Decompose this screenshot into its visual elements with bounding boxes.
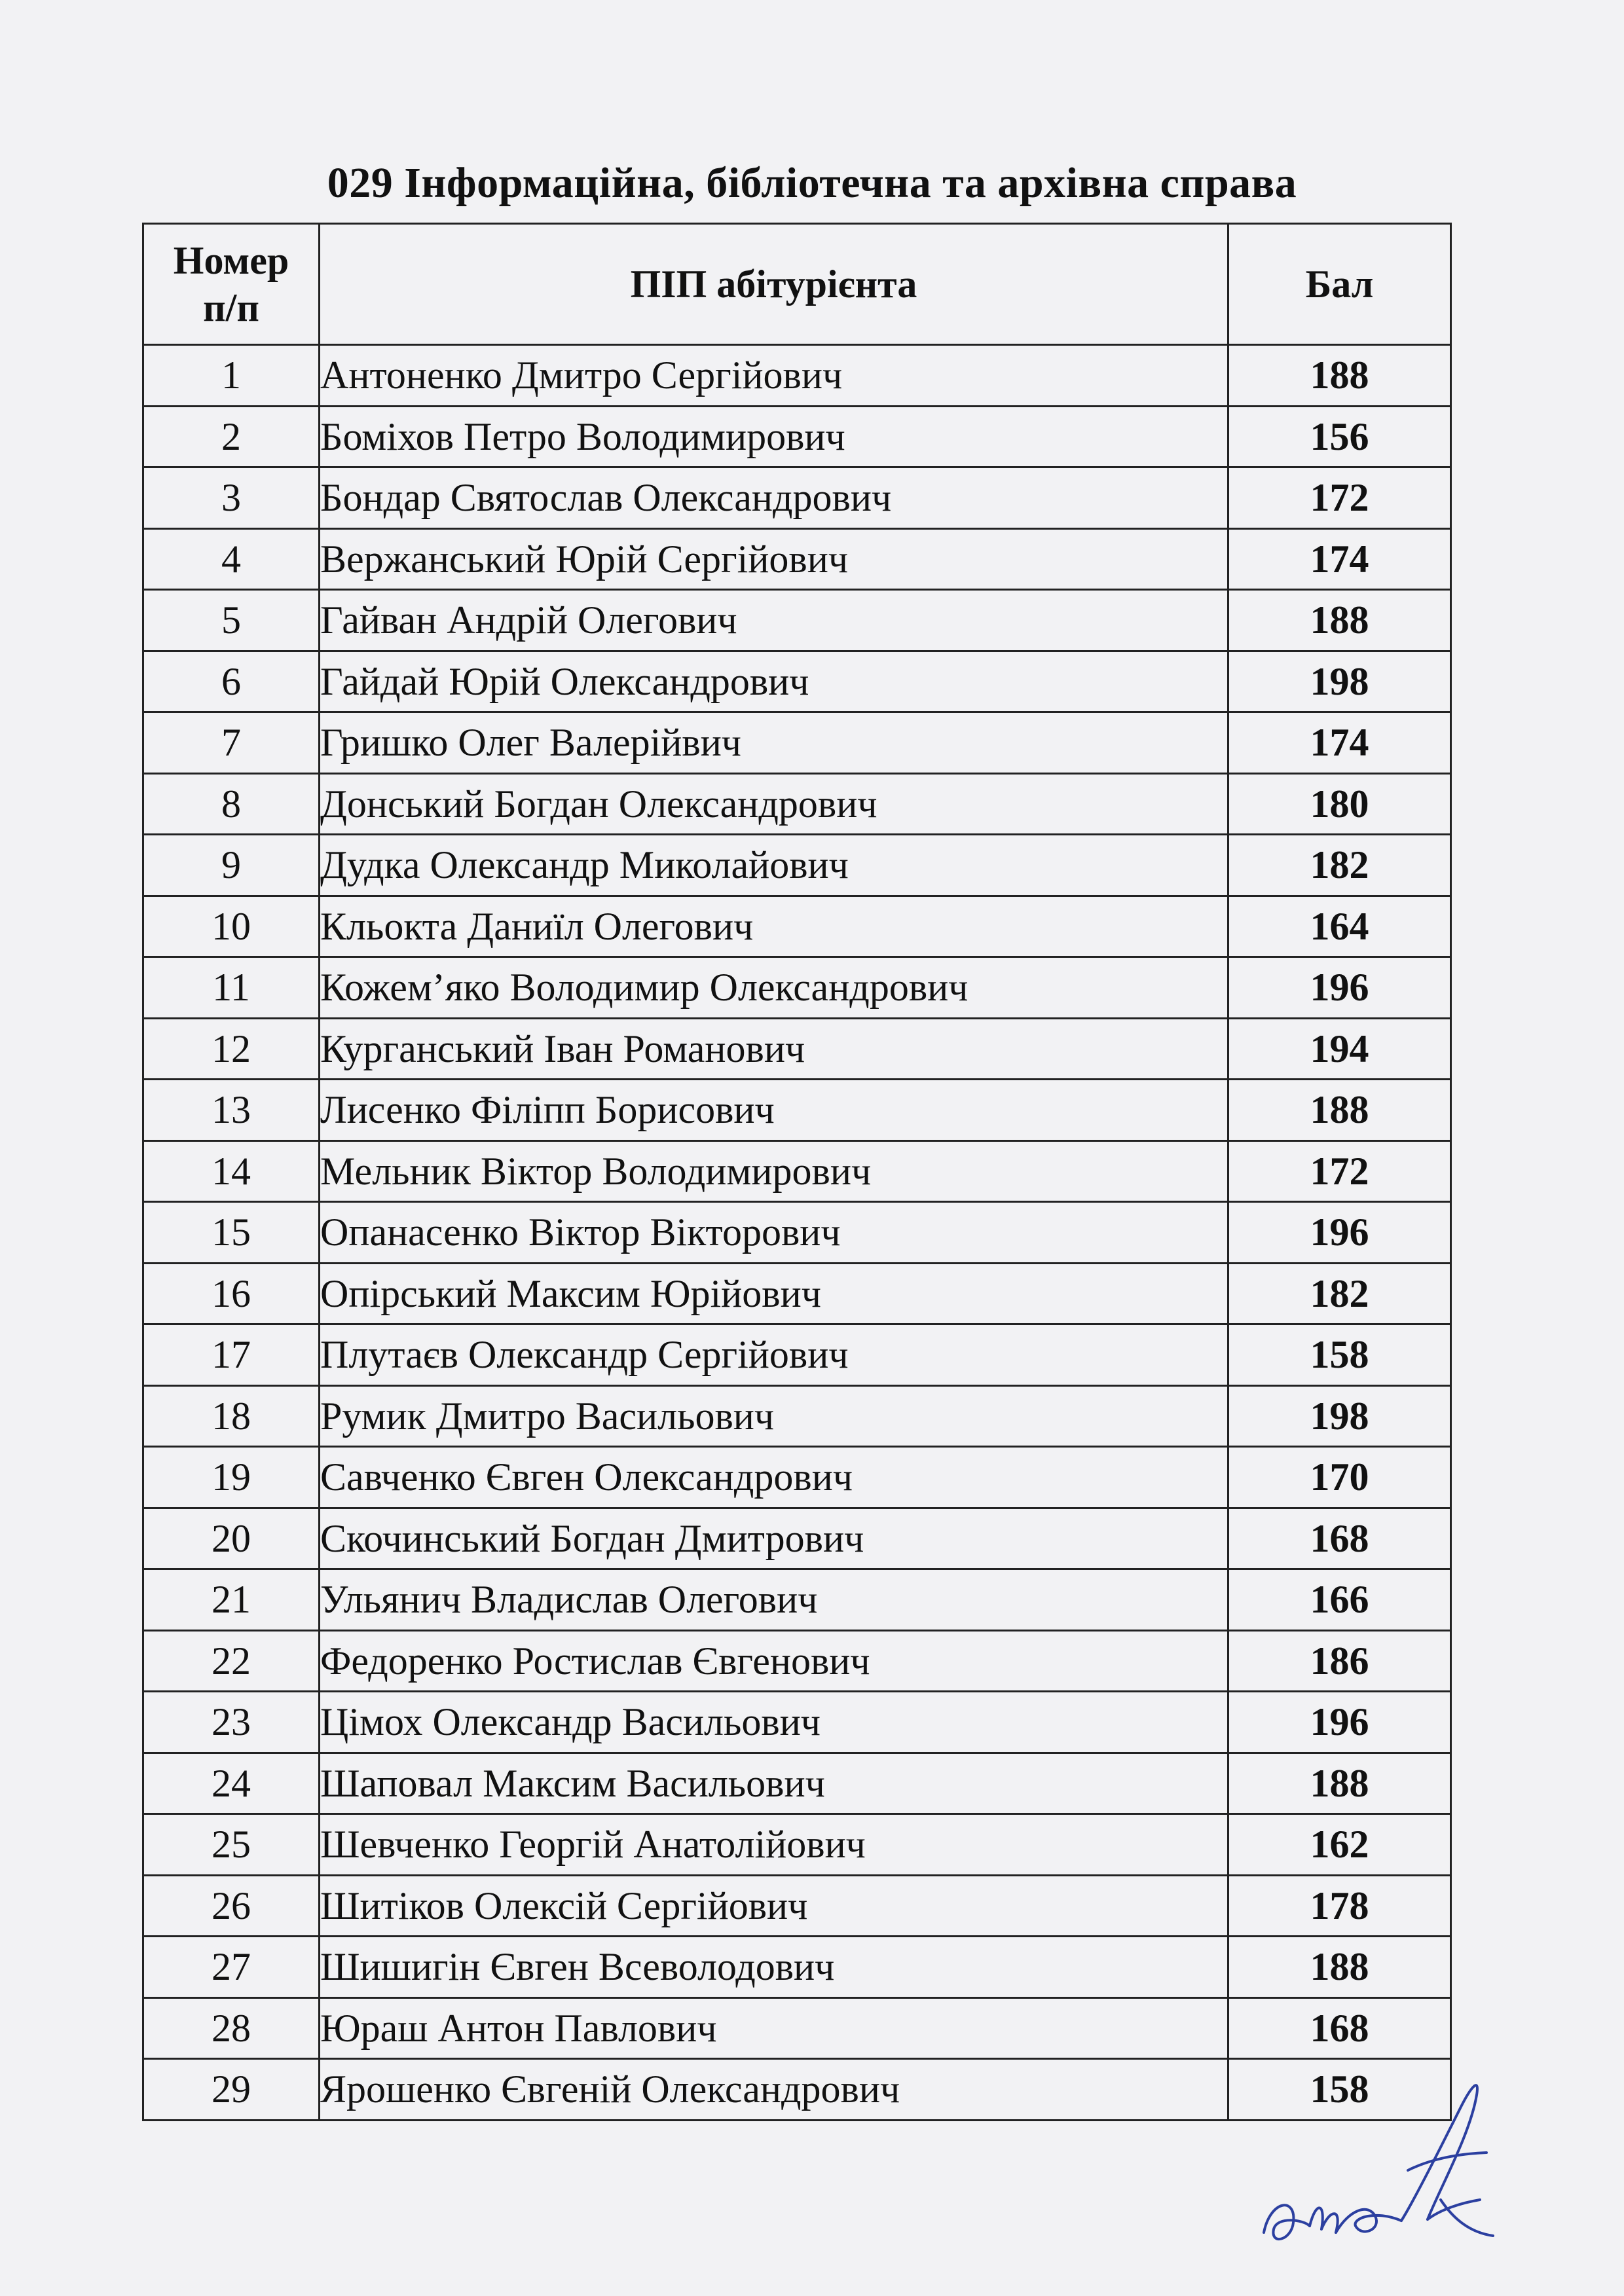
- row-number: 22: [143, 1630, 320, 1692]
- table-row: [143, 1814, 1451, 1876]
- applicants-table: [142, 223, 1452, 2121]
- row-number: 9: [143, 835, 320, 896]
- header-number-line1: Номер: [173, 239, 289, 282]
- table-row: [143, 1018, 1451, 1080]
- applicant-name: Кльокта Даниїл Олегович: [320, 896, 1228, 957]
- applicant-score: 188: [1228, 345, 1451, 407]
- table-header-row: [143, 224, 1451, 345]
- applicant-name: Федоренко Ростислав Євгенович: [320, 1630, 1228, 1692]
- applicant-score: 196: [1228, 957, 1451, 1019]
- applicant-name: Бондар Святослав Олександрович: [320, 467, 1228, 529]
- header-name: ПІП абітурієнта: [320, 224, 1228, 345]
- row-number: 27: [143, 1937, 320, 1998]
- row-number: 23: [143, 1692, 320, 1753]
- applicant-score: 188: [1228, 590, 1451, 651]
- table-row: [143, 467, 1451, 529]
- applicant-score: 170: [1228, 1447, 1451, 1508]
- applicant-score: 182: [1228, 1263, 1451, 1324]
- table-row: [143, 1447, 1451, 1508]
- table-row: [143, 1937, 1451, 1998]
- applicant-name: Юраш Антон Павлович: [320, 1997, 1228, 2059]
- table-row: [143, 1202, 1451, 1264]
- applicant-score: 198: [1228, 1385, 1451, 1447]
- applicant-score: 168: [1228, 1508, 1451, 1569]
- applicant-score: 186: [1228, 1630, 1451, 1692]
- applicant-name: Ульянич Владислав Олегович: [320, 1569, 1228, 1631]
- row-number: 14: [143, 1140, 320, 1202]
- applicant-score: 180: [1228, 773, 1451, 835]
- row-number: 2: [143, 406, 320, 467]
- applicant-name: Опірський Максим Юрійович: [320, 1263, 1228, 1324]
- applicant-name: Курганський Іван Романович: [320, 1018, 1228, 1080]
- row-number: 19: [143, 1447, 320, 1508]
- signature-icon: [1244, 2069, 1519, 2265]
- table-row: [143, 590, 1451, 651]
- applicant-name: Боміхов Петро Володимирович: [320, 406, 1228, 467]
- row-number: 7: [143, 712, 320, 774]
- applicant-name: Мельник Віктор Володимирович: [320, 1140, 1228, 1202]
- table-row: [143, 1263, 1451, 1324]
- applicant-name: Шевченко Георгій Анатолійович: [320, 1814, 1228, 1876]
- page-title: 029 Інформаційна, бібліотечна та архівна справа: [327, 159, 1297, 207]
- row-number: 12: [143, 1018, 320, 1080]
- row-number: 3: [143, 467, 320, 529]
- applicant-name: Шаповал Максим Васильович: [320, 1753, 1228, 1814]
- applicant-score: 178: [1228, 1875, 1451, 1937]
- applicant-score: 174: [1228, 712, 1451, 774]
- table-body: [143, 345, 1451, 2121]
- row-number: 24: [143, 1753, 320, 1814]
- applicant-score: 194: [1228, 1018, 1451, 1080]
- row-number: 10: [143, 896, 320, 957]
- table-row: [143, 651, 1451, 712]
- row-number: 25: [143, 1814, 320, 1876]
- row-number: 11: [143, 957, 320, 1019]
- table-row: [143, 1140, 1451, 1202]
- applicant-name: Кожем’яко Володимир Олександрович: [320, 957, 1228, 1019]
- applicant-name: Лисенко Філіпп Борисович: [320, 1080, 1228, 1141]
- table-row: [143, 1569, 1451, 1631]
- applicant-score: 188: [1228, 1080, 1451, 1141]
- applicant-name: Антоненко Дмитро Сергійович: [320, 345, 1228, 407]
- applicant-name: Опанасенко Віктор Вікторович: [320, 1202, 1228, 1264]
- applicant-name: Цімох Олександр Васильович: [320, 1692, 1228, 1753]
- table-row: [143, 957, 1451, 1019]
- table-row: [143, 835, 1451, 896]
- applicant-score: 188: [1228, 1753, 1451, 1814]
- row-number: 28: [143, 1997, 320, 2059]
- applicant-name: Савченко Євген Олександрович: [320, 1447, 1228, 1508]
- row-number: 6: [143, 651, 320, 712]
- table-row: [143, 896, 1451, 957]
- table-row: [143, 406, 1451, 467]
- applicant-name: Гришко Олег Валерійвич: [320, 712, 1228, 774]
- applicant-score: 166: [1228, 1569, 1451, 1631]
- applicant-name: Гайван Андрій Олегович: [320, 590, 1228, 651]
- applicant-name: Шитіков Олексій Сергійович: [320, 1875, 1228, 1937]
- applicant-score: 198: [1228, 651, 1451, 712]
- applicant-score: 158: [1228, 1324, 1451, 1386]
- applicant-name: Ярошенко Євгеній Олександрович: [320, 2059, 1228, 2121]
- table-row: [143, 1385, 1451, 1447]
- row-number: 8: [143, 773, 320, 835]
- header-score: Бал: [1228, 224, 1451, 345]
- applicant-score: 172: [1228, 1140, 1451, 1202]
- row-number: 13: [143, 1080, 320, 1141]
- applicant-score: 188: [1228, 1937, 1451, 1998]
- table-row: [143, 1875, 1451, 1937]
- table-row: [143, 528, 1451, 590]
- applicant-score: 174: [1228, 528, 1451, 590]
- header-number: [143, 224, 320, 345]
- applicant-score: 162: [1228, 1814, 1451, 1876]
- row-number: 15: [143, 1202, 320, 1264]
- row-number: 1: [143, 345, 320, 407]
- header-number-line2: п/п: [203, 286, 259, 329]
- row-number: 4: [143, 528, 320, 590]
- applicant-score: 168: [1228, 1997, 1451, 2059]
- applicant-name: Скочинський Богдан Дмитрович: [320, 1508, 1228, 1569]
- row-number: 5: [143, 590, 320, 651]
- applicant-name: Донський Богдан Олександрович: [320, 773, 1228, 835]
- applicant-name: Вержанський Юрій Сергійович: [320, 528, 1228, 590]
- table-row: [143, 773, 1451, 835]
- table-row: [143, 1324, 1451, 1386]
- applicant-score: 164: [1228, 896, 1451, 957]
- table-row: [143, 712, 1451, 774]
- applicant-name: Гайдай Юрій Олександрович: [320, 651, 1228, 712]
- applicant-score: 158: [1228, 2059, 1451, 2121]
- applicant-name: Шишигін Євген Всеволодович: [320, 1937, 1228, 1998]
- applicant-score: 196: [1228, 1692, 1451, 1753]
- applicant-name: Дудка Олександр Миколайович: [320, 835, 1228, 896]
- row-number: 16: [143, 1263, 320, 1324]
- table-row: [143, 1630, 1451, 1692]
- row-number: 17: [143, 1324, 320, 1386]
- applicant-name: Румик Дмитро Васильович: [320, 1385, 1228, 1447]
- applicant-score: 182: [1228, 835, 1451, 896]
- table-row: [143, 1753, 1451, 1814]
- table-row: [143, 1997, 1451, 2059]
- row-number: 21: [143, 1569, 320, 1631]
- table-row: [143, 1692, 1451, 1753]
- row-number: 18: [143, 1385, 320, 1447]
- table-row: [143, 1080, 1451, 1141]
- table-row: [143, 345, 1451, 407]
- row-number: 26: [143, 1875, 320, 1937]
- applicant-score: 172: [1228, 467, 1451, 529]
- applicant-score: 156: [1228, 406, 1451, 467]
- row-number: 20: [143, 1508, 320, 1569]
- applicant-name: Плутаєв Олександр Сергійович: [320, 1324, 1228, 1386]
- row-number: 29: [143, 2059, 320, 2121]
- applicant-score: 196: [1228, 1202, 1451, 1264]
- table-row: [143, 1508, 1451, 1569]
